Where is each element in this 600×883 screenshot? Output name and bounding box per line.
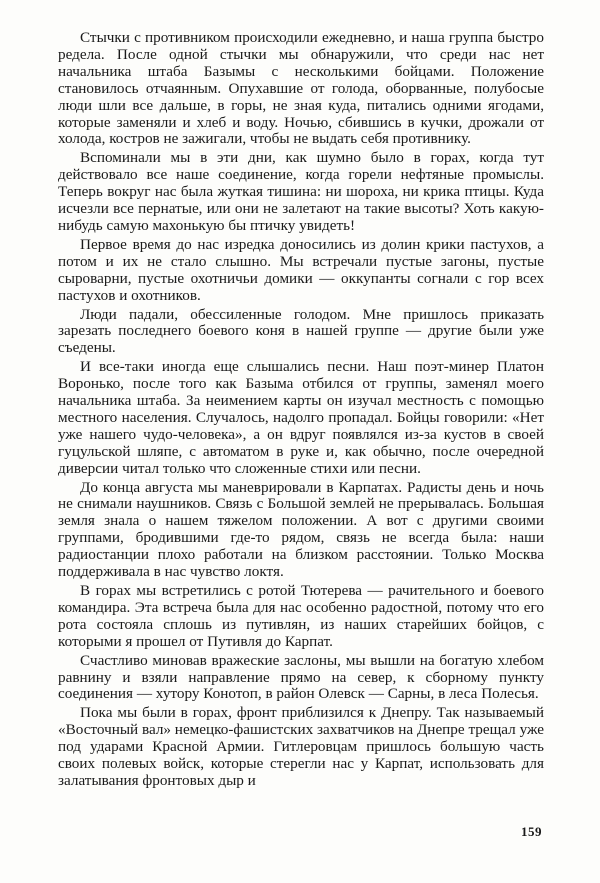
paragraph-7: В горах мы встретились с ротой Тютерева — рачительного и боевого командира. Эта встреча была для нас особенно радостной, потому что его рота состояла сплошь из путивлян, из наших старейших бойцов, с которыми я прошел от Путивля до Карпат. <box>58 582 544 650</box>
paragraph-8: Счастливо миновав вражеские заслоны, мы вышли на богатую хлебом равнину и взяли направление прямо на север, к сборному пункту соединения — хутору Конотоп, в район Олевск — Сарны, в леса Полесья. <box>58 651 544 703</box>
paragraph-2: Вспоминали мы в эти дни, как шумно было в горах, когда тут действовало все наше соединение, когда горели нефтяные промыслы. Теперь вокруг нас была жуткая тишина: ни шороха, ни крика птицы. Куда исчезли все пернатые, или они не залетают на такие высоты? Хоть какую-нибудь самую махонькую бы птичку увидеть! <box>58 149 544 234</box>
paragraph-3: Первое время до нас изредка доносились из долин крики пастухов, а потом и их не стало слышно. Мы встречали пустые загоны, пустые сыроварни, пустые охотничьи домики — оккупанты согнали с гор всех пастухов и охотников. <box>58 235 544 304</box>
paragraph-9: Пока мы были в горах, фронт приблизился к Днепру. Так называемый «Восточный вал» немецко-фашистских захватчиков на Днепре трещал уже под ударами Красной Армии. Гитлеровцам пришлось большую часть своих полевых войск, которые стерегли нас у Карпат, использовать для залатывания фронтовых дыр и <box>58 704 544 789</box>
body-text <box>58 30 544 792</box>
paragraph-4: Люди падали, обессиленные голодом. Мне пришлось приказать зарезать последнего боевого коня в нашей группе — другие были уже съедены. <box>58 305 544 357</box>
paragraph-6: До конца августа мы маневрировали в Карпатах. Радисты день и ночь не снимали наушников. Связь с Большой землей не прерывалась. Большая земля знала о нашем тяжелом положении. А вот с другими своими группами, бродившими где-то рядом, связь не всегда была: наши радиостанции плохо работали на близком расстоянии. Только Москва поддерживала в нас чувство локтя. <box>58 478 544 581</box>
paragraph-1: Стычки с противником происходили ежедневно, и наша группа быстро редела. После одной стычки мы обнаружили, что среди нас нет начальника штаба Базымы с несколькими бойцами. Положение становилось отчаянным. Опухавшие от голода, оборванные, полубосые люди шли все дальше, в горы, не зная куда, питались одними ягодами, которые заменяли и хлеб и воду. Ночью, сбившись в кучки, дрожали от холода, костров не зажигали, чтобы не выдать себя противнику. <box>58 29 544 148</box>
page-number: 159 <box>521 824 542 839</box>
paragraph-5: И все-таки иногда еще слышались песни. Наш поэт-минер Платон Воронько, после того как Базыма отбился от группы, заменял моего начальника штаба. За неимением карты он изучал местность с помощью местного населения. Случалось, надолго пропадал. Бойцы говорили: «Нет уже нашего чудо-человека», а он вдруг появлялся из-за кустов в своей гуцульской шляпе, с автоматом в руке и, как обычно, после очередной диверсии читал только что сложенные стихи или песни. <box>58 358 544 477</box>
